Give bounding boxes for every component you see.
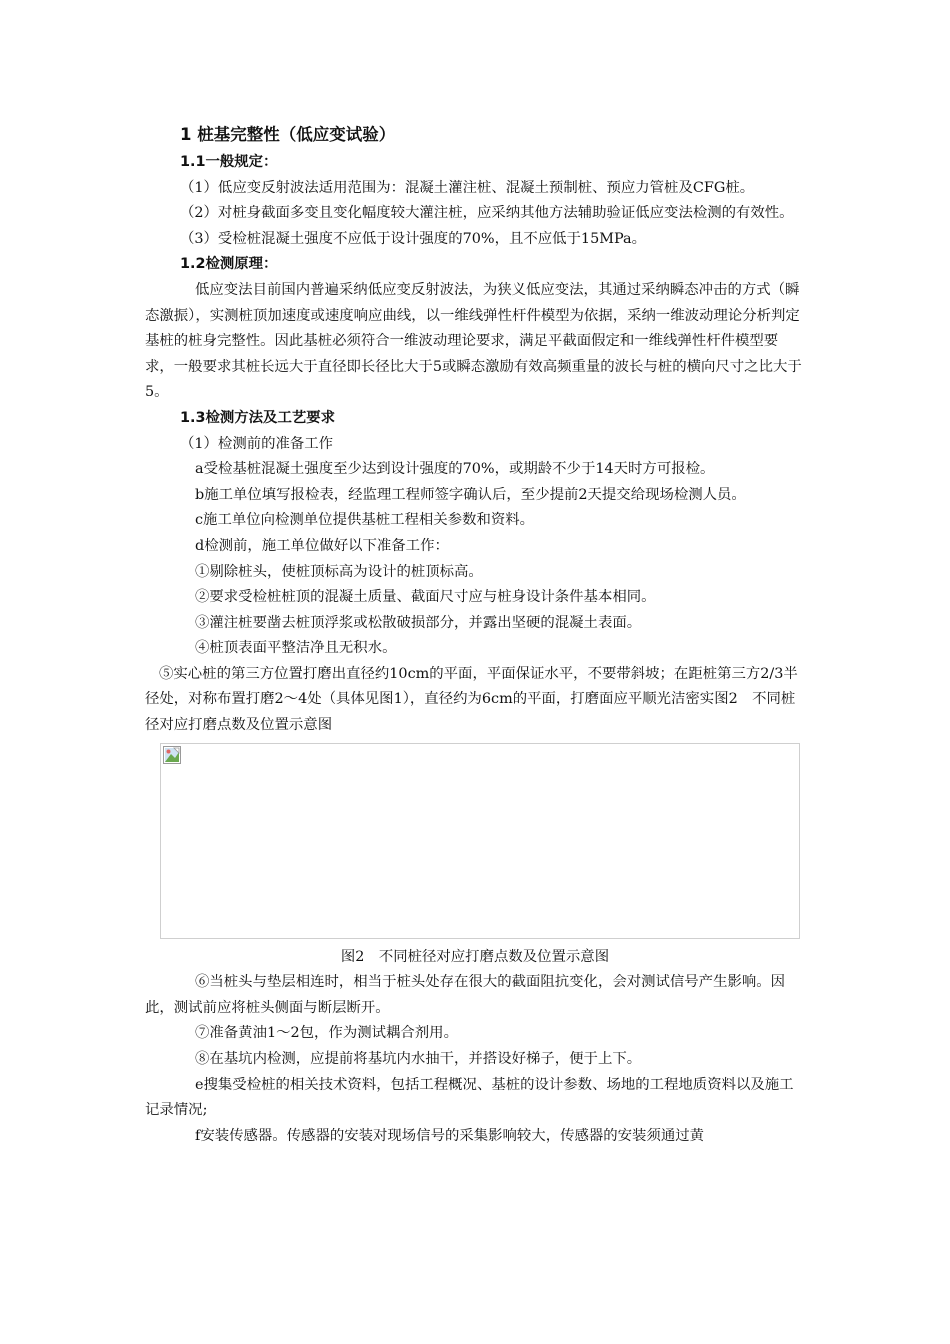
- paragraph-item-d8: ⑧在基坑内检测，应提前将基坑内水抽干，并搭设好梯子，便于上下。: [195, 1051, 642, 1068]
- paragraph-item-f: f安装传感器。传感器的安装对现场信号的采集影响较大，传感器的安装须通过黄: [195, 1127, 705, 1144]
- document-body: [145, 120, 805, 1149]
- paragraph-1-1-item-1: （1）低应变反射波法适用范围为：混凝土灌注桩、混凝土预制桩、预应力管桩及CFG桩。: [180, 179, 755, 196]
- paragraph-item-d2: ②要求受检桩桩顶的混凝土质量、截面尺寸应与桩身设计条件基本相同。: [195, 589, 656, 606]
- paragraph-item-e: e搜集受检桩的相关技术资料，包括工程概况、基桩的设计参数、场地的工程地质资料以及施工记录情况;: [145, 1076, 794, 1119]
- broken-image-icon: [163, 746, 181, 764]
- paragraph-item-d6: ⑥当桩头与垫层相连时，相当于桩头处存在很大的截面阻抗变化，会对测试信号产生影响。因此，测试前应将桩头侧面与断层断开。: [145, 974, 786, 1016]
- paragraph-item-c: c施工单位向检测单位提供基桩工程相关参数和资料。: [195, 512, 535, 529]
- paragraph-1-3-sub1: （1）检测前的准备工作: [180, 435, 334, 452]
- paragraph-item-d1: ①剔除桩头，使桩顶标高为设计的桩顶标高。: [195, 563, 483, 580]
- paragraph-item-a: a受检基桩混凝土强度至少达到设计强度的70%，或期龄不少于14天时方可报检。: [195, 461, 715, 478]
- paragraph-1-1-item-3: （3）受检桩混凝土强度不应低于设计强度的70%，且不应低于15MPa。: [180, 230, 646, 247]
- figure-placeholder: [160, 743, 800, 939]
- paragraph-1-1-item-2: （2）对桩身截面多变且变化幅度较大灌注桩，应采纳其他方法辅助验证低应变法检测的有效性。: [180, 205, 794, 222]
- paragraph-item-b: b施工单位填写报检表，经监理工程师签字确认后，至少提前2天提交给现场检测人员。: [195, 486, 746, 503]
- subsection-title-1-1: 1.1一般规定：: [180, 154, 278, 170]
- paragraph-item-d5: ⑤实心桩的第三方位置打磨出直径约10cm的平面，平面保证水平，不要带斜坡；在距桩第三方2/3半径处，对称布置打磨2～4处（具体见图1），直径约为6cm的平面，打磨面应平顺光洁密实图2 不同桩径对应打磨点数及位置示意图: [145, 665, 798, 734]
- paragraph-1-2-body: 低应变法目前国内普遍采纳低应变反射波法，为狭义低应变法，其通过采纳瞬态冲击的方式（瞬态激振），实测桩顶加速度或速度响应曲线，以一维线弹性杆件模型为依据，采纳一维波动理论分析判定基桩的桩身完整性。因此基桩必须符合一维波动理论要求，满足平截面假定和一维线弹性杆件模型要求，一般要求其桩长远大于直径即长径比大于5或瞬态激励有效高频重量的波长与桩的横向尺寸之比大于5。: [145, 281, 802, 401]
- subsection-title-1-3: 1.3检测方法及工艺要求: [180, 409, 336, 426]
- paragraph-item-d4: ④桩顶表面平整洁净且无积水。: [195, 640, 397, 657]
- figure-caption: 图2 不同桩径对应打磨点数及位置示意图: [340, 948, 610, 965]
- section-heading: 1 桩基完整性（低应变试验）: [180, 125, 396, 144]
- paragraph-item-d: d检测前，施工单位做好以下准备工作：: [195, 537, 449, 554]
- paragraph-item-d7: ⑦准备黄油1～2包，作为测试耦合剂用。: [195, 1025, 458, 1042]
- paragraph-item-d3: ③灌注桩要凿去桩顶浮浆或松散破损部分，并露出坚硬的混凝土表面。: [195, 614, 642, 631]
- subsection-title-1-2: 1.2检测原理：: [180, 256, 278, 273]
